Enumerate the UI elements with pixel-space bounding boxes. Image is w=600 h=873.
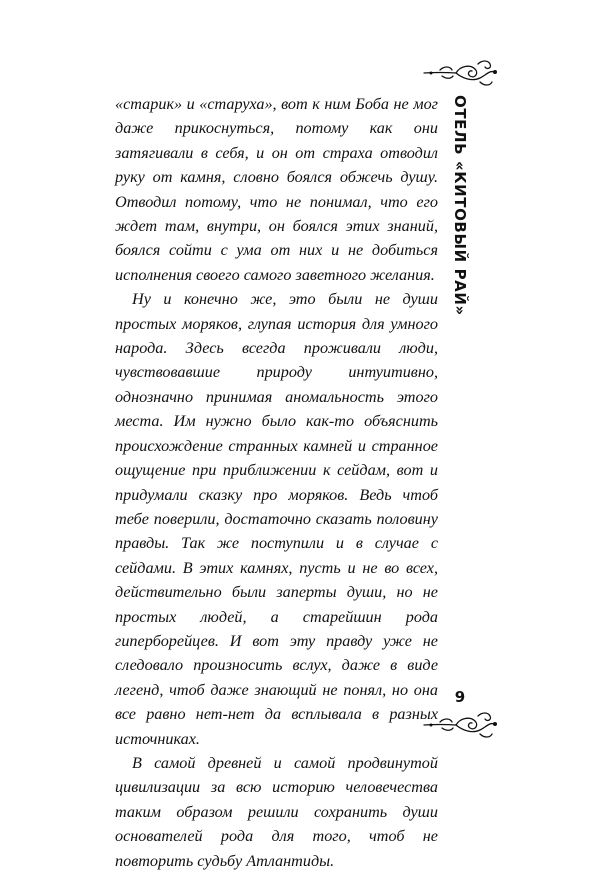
page-number: 9: [454, 688, 466, 706]
bottom-flourish-ornament-icon: [420, 708, 500, 742]
paragraph: В самой древней и самой продвинутой цивилизации за всю историю человечества таким образом решили сохранить души основателей рода для того, чтоб не повторить судьбу Атлантиды.: [115, 753, 438, 870]
body-text: [115, 92, 438, 873]
running-head-book-title: ОТЕЛЬ «КИТОВЫЙ РАЙ»: [451, 95, 469, 316]
top-flourish-ornament-icon: [420, 56, 500, 90]
paragraph-continuation: «старик» и «старуха», вот к ним Боба не мог даже прикоснуться, потому как они затягивали в себя, и он от страха отводил руку от камня, словно боялся обжечь душу. Отводил потому, что не понимал, что его ждет там, внутри, он боялся этих знаний, боялся сойти с ума от них и не добиться исполнения своего самого заветного желания.: [115, 95, 438, 284]
paragraph: Ну и конечно же, это были не души простых моряков, глупая история для умного народа. Здесь всегда проживали люди, чувствовавшие природу интуитивно, однозначно принимая аномальность этого места. Им нужно было как-то объяснить происхождение странных камней и странное ощущение при приближении к сейдам, вот и придумали сказку про моряков. Ведь чтоб тебе поверили, достаточно сказать половину правды. Так же поступили и в случае с сейдами. В этих камнях, пусть и не во всех, действительно были заперты души, но не простых людей, а старейшин рода гиперборейцев. И вот эту правду уже не следовало произносить вслух, даже в виде легенд, чтоб даже знающий не понял, но она все равно нет-нет да всплывала в разных источниках.: [115, 290, 438, 748]
